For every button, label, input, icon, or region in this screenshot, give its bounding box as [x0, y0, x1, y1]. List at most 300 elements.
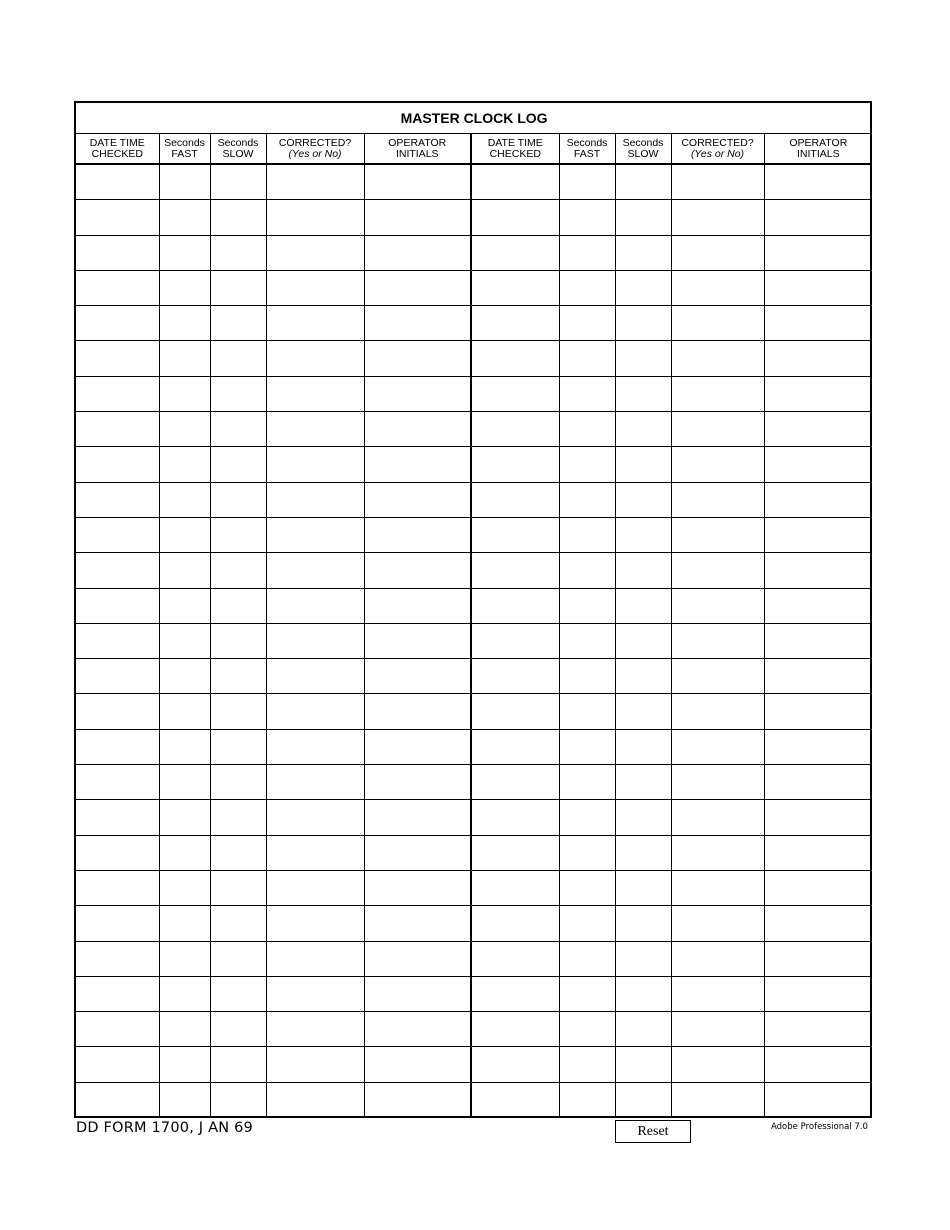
entry-cell[interactable] [764, 976, 872, 1011]
entry-cell[interactable] [364, 694, 471, 729]
entry-cell[interactable] [210, 1012, 266, 1047]
entry-cell[interactable] [159, 941, 210, 976]
entry-cell[interactable] [210, 623, 266, 658]
table-row [76, 800, 872, 835]
entry-cell[interactable] [471, 976, 559, 1011]
entry-cell[interactable] [159, 800, 210, 835]
entry-cell[interactable] [266, 270, 364, 305]
table-row [76, 1012, 872, 1047]
entry-cell[interactable] [471, 553, 559, 588]
entry-cell[interactable] [671, 870, 764, 905]
entry-cell[interactable] [615, 694, 671, 729]
column-header-line2: INITIALS [797, 147, 840, 160]
entry-cell[interactable] [615, 1082, 671, 1117]
entry-cell[interactable] [159, 623, 210, 658]
entry-cell[interactable] [266, 482, 364, 517]
entry-cell[interactable] [266, 659, 364, 694]
entry-cell[interactable] [159, 729, 210, 764]
entry-cell[interactable] [364, 306, 471, 341]
entry-cell[interactable] [671, 270, 764, 305]
entry-cell[interactable] [671, 235, 764, 270]
entry-cell[interactable] [76, 553, 159, 588]
entry-cell[interactable] [559, 694, 615, 729]
entry-cell[interactable] [615, 164, 671, 200]
entry-cell[interactable] [210, 447, 266, 482]
entry-cell[interactable] [764, 729, 872, 764]
entry-cell[interactable] [159, 412, 210, 447]
entry-cell[interactable] [559, 588, 615, 623]
entry-cell[interactable] [210, 694, 266, 729]
entry-cell[interactable] [764, 200, 872, 235]
entry-cell[interactable] [364, 412, 471, 447]
entry-cell[interactable] [764, 164, 872, 200]
entry-cell[interactable] [615, 835, 671, 870]
table-row [76, 306, 872, 341]
entry-cell[interactable] [76, 765, 159, 800]
entry-cell[interactable] [671, 765, 764, 800]
entry-cell[interactable] [76, 200, 159, 235]
entry-cell[interactable] [364, 976, 471, 1011]
entry-cell[interactable] [76, 270, 159, 305]
entry-cell[interactable] [76, 588, 159, 623]
entry-cell[interactable] [764, 341, 872, 376]
entry-cell[interactable] [471, 164, 559, 200]
entry-cell[interactable] [559, 306, 615, 341]
entry-cell[interactable] [76, 376, 159, 411]
entry-cell[interactable] [559, 447, 615, 482]
entry-cell[interactable] [210, 270, 266, 305]
entry-cell[interactable] [159, 1012, 210, 1047]
entry-cell[interactable] [210, 800, 266, 835]
entry-cell[interactable] [764, 553, 872, 588]
entry-cell[interactable] [159, 200, 210, 235]
entry-cell[interactable] [159, 976, 210, 1011]
entry-cell[interactable] [159, 482, 210, 517]
entry-cell[interactable] [266, 976, 364, 1011]
entry-cell[interactable] [266, 517, 364, 552]
entry-cell[interactable] [210, 164, 266, 200]
entry-cell[interactable] [76, 800, 159, 835]
entry-cell[interactable] [615, 588, 671, 623]
column-header [615, 134, 671, 165]
entry-cell[interactable] [764, 906, 872, 941]
entry-cell[interactable] [671, 588, 764, 623]
entry-cell[interactable] [159, 376, 210, 411]
entry-cell[interactable] [210, 765, 266, 800]
entry-cell[interactable] [764, 941, 872, 976]
entry-cell[interactable] [266, 200, 364, 235]
entry-cell[interactable] [559, 659, 615, 694]
entry-cell[interactable] [266, 306, 364, 341]
entry-cell[interactable] [559, 517, 615, 552]
entry-cell[interactable] [559, 623, 615, 658]
entry-cell[interactable] [76, 976, 159, 1011]
entry-cell[interactable] [266, 341, 364, 376]
entry-cell[interactable] [210, 729, 266, 764]
entry-cell[interactable] [471, 447, 559, 482]
entry-cell[interactable] [471, 694, 559, 729]
entry-cell[interactable] [266, 765, 364, 800]
column-header-line1: CORRECTED? [278, 136, 352, 149]
table-row [76, 941, 872, 976]
entry-cell[interactable] [76, 941, 159, 976]
entry-cell[interactable] [764, 306, 872, 341]
form-title: MASTER CLOCK LOG [76, 103, 872, 134]
entry-cell[interactable] [559, 976, 615, 1011]
entry-cell[interactable] [364, 517, 471, 552]
entry-cell[interactable] [471, 1012, 559, 1047]
entry-cell[interactable] [471, 306, 559, 341]
column-header-line1: OPERATOR [388, 136, 447, 149]
entry-cell[interactable] [76, 341, 159, 376]
column-header-line2: SLOW [222, 147, 254, 160]
entry-cell[interactable] [76, 517, 159, 552]
entry-cell[interactable] [76, 1082, 159, 1117]
entry-cell[interactable] [615, 270, 671, 305]
entry-cell[interactable] [364, 835, 471, 870]
reset-button[interactable]: Reset [615, 1120, 691, 1143]
entry-cell[interactable] [471, 235, 559, 270]
entry-cell[interactable] [266, 694, 364, 729]
entry-cell[interactable] [471, 482, 559, 517]
entry-cell[interactable] [559, 906, 615, 941]
entry-cell[interactable] [559, 482, 615, 517]
entry-cell[interactable] [159, 306, 210, 341]
entry-cell[interactable] [76, 694, 159, 729]
entry-cell[interactable] [671, 447, 764, 482]
entry-cell[interactable] [266, 1047, 364, 1082]
entry-cell[interactable] [76, 447, 159, 482]
entry-cell[interactable] [210, 200, 266, 235]
entry-cell[interactable] [559, 835, 615, 870]
entry-cell[interactable] [76, 412, 159, 447]
column-header-line2: INITIALS [395, 147, 439, 160]
entry-cell[interactable] [615, 941, 671, 976]
entry-cell[interactable] [266, 553, 364, 588]
table-row [76, 906, 872, 941]
entry-cell[interactable] [615, 906, 671, 941]
table-row [76, 729, 872, 764]
entry-cell[interactable] [671, 306, 764, 341]
entry-cell[interactable] [559, 341, 615, 376]
entry-cell[interactable] [471, 270, 559, 305]
entry-cell[interactable] [671, 1012, 764, 1047]
entry-cell[interactable] [615, 200, 671, 235]
entry-cell[interactable] [364, 729, 471, 764]
entry-cell[interactable] [764, 270, 872, 305]
entry-cell[interactable] [764, 623, 872, 658]
table-row [76, 517, 872, 552]
entry-cell[interactable] [671, 800, 764, 835]
entry-cell[interactable] [671, 941, 764, 976]
entry-cell[interactable] [559, 765, 615, 800]
entry-cell[interactable] [159, 447, 210, 482]
entry-cell[interactable] [671, 694, 764, 729]
entry-cell[interactable] [671, 200, 764, 235]
entry-cell[interactable] [364, 941, 471, 976]
entry-cell[interactable] [764, 1082, 872, 1117]
entry-cell[interactable] [159, 588, 210, 623]
entry-cell[interactable] [615, 765, 671, 800]
entry-cell[interactable] [364, 870, 471, 905]
entry-cell[interactable] [471, 200, 559, 235]
entry-cell[interactable] [159, 553, 210, 588]
entry-cell[interactable] [210, 835, 266, 870]
entry-cell[interactable] [210, 412, 266, 447]
entry-cell[interactable] [471, 623, 559, 658]
entry-cell[interactable] [764, 517, 872, 552]
entry-cell[interactable] [671, 517, 764, 552]
entry-cell[interactable] [266, 835, 364, 870]
entry-cell[interactable] [210, 588, 266, 623]
entry-cell[interactable] [159, 517, 210, 552]
entry-cell[interactable] [76, 870, 159, 905]
entry-cell[interactable] [615, 623, 671, 658]
entry-cell[interactable] [559, 1047, 615, 1082]
column-header [559, 134, 615, 165]
entry-cell[interactable] [76, 659, 159, 694]
entry-cell[interactable] [210, 553, 266, 588]
entry-cell[interactable] [764, 447, 872, 482]
entry-cell[interactable] [159, 341, 210, 376]
entry-cell[interactable] [266, 941, 364, 976]
entry-cell[interactable] [364, 1047, 471, 1082]
entry-cell[interactable] [764, 870, 872, 905]
entry-cell[interactable] [76, 482, 159, 517]
entry-cell[interactable] [671, 906, 764, 941]
column-header-line1: Seconds [217, 136, 259, 149]
table-row [76, 835, 872, 870]
entry-cell[interactable] [364, 270, 471, 305]
table-row [76, 447, 872, 482]
entry-cell[interactable] [364, 906, 471, 941]
entry-cell[interactable] [266, 412, 364, 447]
entry-cell[interactable] [764, 412, 872, 447]
entry-cell[interactable] [266, 870, 364, 905]
column-header-line1: DATE TIME [487, 136, 543, 149]
entry-cell[interactable] [615, 800, 671, 835]
entry-cell[interactable] [364, 482, 471, 517]
entry-cell[interactable] [671, 1082, 764, 1117]
entry-cell[interactable] [364, 1012, 471, 1047]
entry-cell[interactable] [764, 835, 872, 870]
entry-cell[interactable] [266, 376, 364, 411]
entry-cell[interactable] [364, 447, 471, 482]
entry-cell[interactable] [266, 164, 364, 200]
entry-cell[interactable] [471, 906, 559, 941]
entry-cell[interactable] [76, 906, 159, 941]
entry-cell[interactable] [764, 765, 872, 800]
entry-cell[interactable] [471, 870, 559, 905]
entry-cell[interactable] [764, 235, 872, 270]
entry-cell[interactable] [559, 164, 615, 200]
entry-cell[interactable] [671, 482, 764, 517]
entry-cell[interactable] [559, 941, 615, 976]
entry-cell[interactable] [159, 1082, 210, 1117]
entry-cell[interactable] [471, 1047, 559, 1082]
entry-cell[interactable] [764, 376, 872, 411]
entry-cell[interactable] [559, 729, 615, 764]
entry-cell[interactable] [210, 659, 266, 694]
entry-cell[interactable] [159, 270, 210, 305]
entry-cell[interactable] [559, 1012, 615, 1047]
entry-cell[interactable] [266, 588, 364, 623]
entry-cell[interactable] [210, 1082, 266, 1117]
entry-cell[interactable] [76, 1012, 159, 1047]
entry-cell[interactable] [559, 1082, 615, 1117]
entry-cell[interactable] [615, 235, 671, 270]
entry-cell[interactable] [471, 729, 559, 764]
entry-cell[interactable] [615, 870, 671, 905]
entry-cell[interactable] [671, 1047, 764, 1082]
entry-cell[interactable] [266, 729, 364, 764]
entry-cell[interactable] [471, 376, 559, 411]
table-row [76, 164, 872, 200]
entry-cell[interactable] [210, 376, 266, 411]
entry-cell[interactable] [615, 553, 671, 588]
entry-cell[interactable] [471, 659, 559, 694]
entry-cell[interactable] [615, 482, 671, 517]
entry-cell[interactable] [471, 588, 559, 623]
entry-cell[interactable] [559, 553, 615, 588]
entry-cell[interactable] [159, 906, 210, 941]
entry-cell[interactable] [159, 164, 210, 200]
entry-cell[interactable] [364, 588, 471, 623]
entry-cell[interactable] [266, 623, 364, 658]
entry-cell[interactable] [159, 659, 210, 694]
entry-cell[interactable] [210, 1047, 266, 1082]
entry-cell[interactable] [559, 200, 615, 235]
column-header-line2: SLOW [627, 147, 659, 160]
entry-cell[interactable] [364, 765, 471, 800]
column-header [671, 134, 764, 165]
entry-cell[interactable] [210, 906, 266, 941]
entry-cell[interactable] [266, 1012, 364, 1047]
column-header-line1: Seconds [164, 136, 205, 149]
entry-cell[interactable] [559, 870, 615, 905]
entry-cell[interactable] [76, 1047, 159, 1082]
entry-cell[interactable] [764, 694, 872, 729]
column-header [471, 134, 559, 165]
entry-cell[interactable] [615, 447, 671, 482]
entry-cell[interactable] [159, 870, 210, 905]
entry-cell[interactable] [471, 1082, 559, 1117]
entry-cell[interactable] [615, 1012, 671, 1047]
entry-cell[interactable] [559, 800, 615, 835]
entry-cell[interactable] [615, 341, 671, 376]
entry-cell[interactable] [364, 1082, 471, 1117]
entry-cell[interactable] [266, 800, 364, 835]
entry-cell[interactable] [76, 623, 159, 658]
entry-cell[interactable] [364, 200, 471, 235]
entry-cell[interactable] [764, 588, 872, 623]
entry-cell[interactable] [210, 870, 266, 905]
table-row [76, 553, 872, 588]
entry-cell[interactable] [615, 306, 671, 341]
entry-cell[interactable] [671, 835, 764, 870]
entry-cell[interactable] [615, 976, 671, 1011]
entry-cell[interactable] [76, 164, 159, 200]
entry-cell[interactable] [364, 623, 471, 658]
table-row [76, 976, 872, 1011]
entry-cell[interactable] [671, 976, 764, 1011]
entry-cell[interactable] [471, 412, 559, 447]
entry-cell[interactable] [671, 376, 764, 411]
entry-cell[interactable] [364, 659, 471, 694]
entry-cell[interactable] [210, 976, 266, 1011]
entry-cell[interactable] [671, 729, 764, 764]
entry-cell[interactable] [764, 482, 872, 517]
form-number: DD FORM 1700, J AN 69 [76, 1120, 253, 1136]
entry-cell[interactable] [471, 341, 559, 376]
entry-cell[interactable] [210, 306, 266, 341]
entry-cell[interactable] [671, 623, 764, 658]
entry-cell[interactable] [210, 235, 266, 270]
entry-cell[interactable] [671, 164, 764, 200]
entry-cell[interactable] [266, 1082, 364, 1117]
entry-cell[interactable] [471, 765, 559, 800]
entry-cell[interactable] [559, 270, 615, 305]
entry-cell[interactable] [764, 659, 872, 694]
entry-cell[interactable] [615, 1047, 671, 1082]
entry-cell[interactable] [76, 729, 159, 764]
table-row [76, 1047, 872, 1082]
entry-cell[interactable] [615, 376, 671, 411]
entry-cell[interactable] [471, 517, 559, 552]
entry-cell[interactable] [559, 376, 615, 411]
entry-cell[interactable] [159, 235, 210, 270]
entry-cell[interactable] [76, 306, 159, 341]
entry-cell[interactable] [471, 800, 559, 835]
entry-cell[interactable] [671, 553, 764, 588]
entry-cell[interactable] [671, 412, 764, 447]
entry-cell[interactable] [76, 235, 159, 270]
entry-cell[interactable] [671, 659, 764, 694]
entry-cell[interactable] [615, 729, 671, 764]
entry-cell[interactable] [159, 694, 210, 729]
entry-cell[interactable] [671, 341, 764, 376]
entry-cell[interactable] [764, 1047, 872, 1082]
entry-cell[interactable] [364, 800, 471, 835]
entry-cell[interactable] [764, 800, 872, 835]
entry-cell[interactable] [471, 835, 559, 870]
entry-cell[interactable] [559, 235, 615, 270]
entry-cell[interactable] [364, 553, 471, 588]
table-row [76, 694, 872, 729]
entry-cell[interactable] [364, 164, 471, 200]
entry-cell[interactable] [159, 1047, 210, 1082]
entry-cell[interactable] [76, 835, 159, 870]
entry-cell[interactable] [615, 659, 671, 694]
entry-cell[interactable] [364, 376, 471, 411]
entry-cell[interactable] [559, 412, 615, 447]
entry-cell[interactable] [266, 906, 364, 941]
entry-cell[interactable] [210, 341, 266, 376]
entry-cell[interactable] [364, 235, 471, 270]
entry-cell[interactable] [764, 1012, 872, 1047]
entry-cell[interactable] [210, 517, 266, 552]
entry-cell[interactable] [159, 765, 210, 800]
entry-cell[interactable] [266, 235, 364, 270]
entry-cell[interactable] [210, 482, 266, 517]
entry-cell[interactable] [615, 517, 671, 552]
entry-cell[interactable] [471, 941, 559, 976]
entry-cell[interactable] [364, 341, 471, 376]
entry-cell[interactable] [159, 835, 210, 870]
entry-cell[interactable] [210, 941, 266, 976]
entry-cell[interactable] [615, 412, 671, 447]
entry-cell[interactable] [266, 447, 364, 482]
